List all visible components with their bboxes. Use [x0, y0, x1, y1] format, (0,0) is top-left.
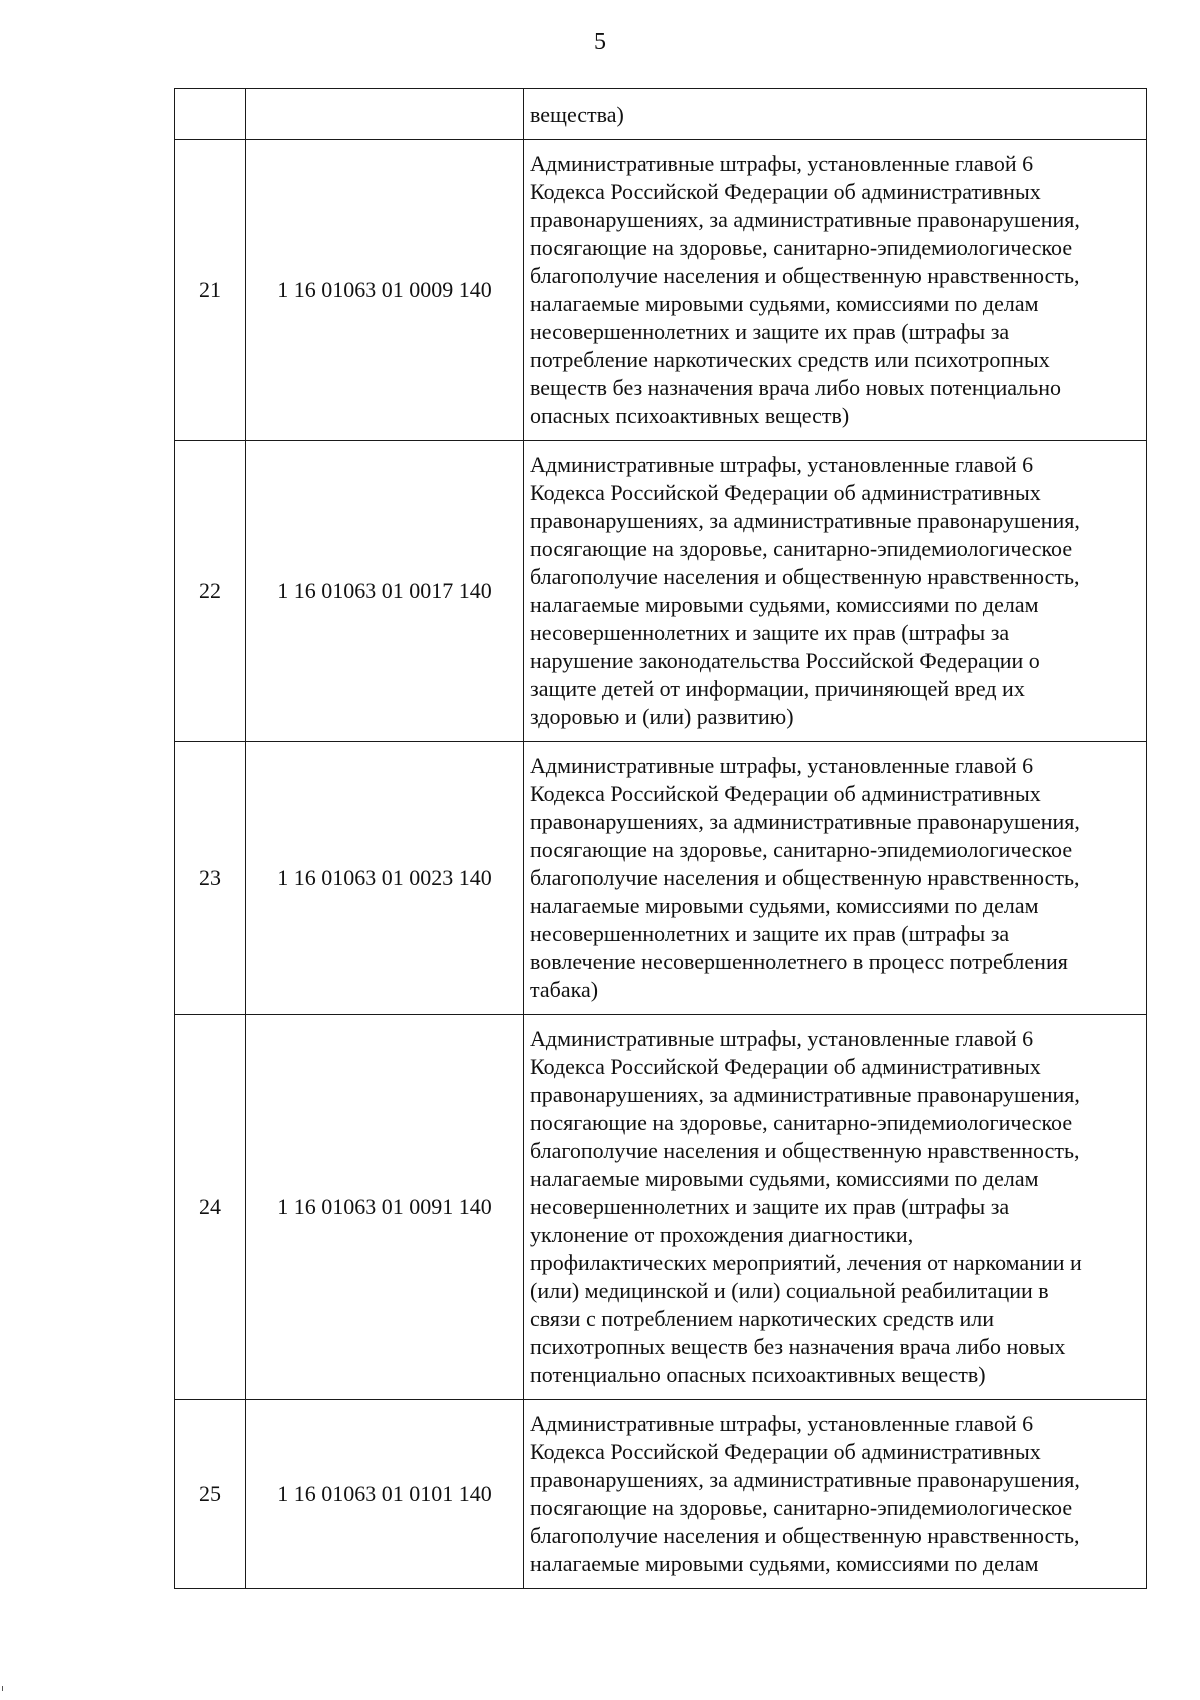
- row-number: 23: [175, 742, 246, 1015]
- description-line: опасных психоактивных веществ): [530, 403, 850, 428]
- scan-artifact: [2, 1686, 3, 1691]
- row-code: 1 16 01063 01 0023 140: [246, 742, 524, 1015]
- description-line: налагаемые мировыми судьями, комиссиями по делам: [530, 291, 1039, 316]
- table-row: [175, 742, 1147, 1015]
- description-line: психотропных веществ без назначения врача либо новых: [530, 1334, 1066, 1359]
- description-line: Административные штрафы, установленные главой 6: [530, 452, 1034, 477]
- row-description: [524, 742, 1147, 1015]
- description-line: вещества): [530, 102, 624, 127]
- description-line: правонарушениях, за административные правонарушения,: [530, 1467, 1080, 1492]
- description-line: Административные штрафы, установленные главой 6: [530, 1026, 1034, 1051]
- description-line: (или) медицинской и (или) социальной реабилитации в: [530, 1278, 1049, 1303]
- description-line: связи с потреблением наркотических средств или: [530, 1306, 994, 1331]
- row-description: [524, 89, 1147, 140]
- description-line: посягающие на здоровье, санитарно-эпидемиологическое: [530, 536, 1073, 561]
- description-line: несовершеннолетних и защите их прав (штрафы за: [530, 620, 1010, 645]
- description-line: посягающие на здоровье, санитарно-эпидемиологическое: [530, 1495, 1073, 1520]
- description-line: благополучие населения и общественную нравственность,: [530, 1523, 1080, 1548]
- description-line: вовлечение несовершеннолетнего в процесс потребления: [530, 949, 1068, 974]
- description-line: Кодекса Российской Федерации об административных: [530, 480, 1041, 505]
- description-line: правонарушениях, за административные правонарушения,: [530, 809, 1080, 834]
- row-description: [524, 140, 1147, 441]
- description-line: несовершеннолетних и защите их прав (штрафы за: [530, 921, 1010, 946]
- row-number: 22: [175, 441, 246, 742]
- description-line: посягающие на здоровье, санитарно-эпидемиологическое: [530, 235, 1073, 260]
- table-row: [175, 441, 1147, 742]
- description-line: Кодекса Российской Федерации об административных: [530, 1054, 1041, 1079]
- row-description: [524, 1400, 1147, 1589]
- table-row: [175, 1015, 1147, 1400]
- description-line: профилактических мероприятий, лечения от наркомании и: [530, 1250, 1082, 1275]
- description-line: правонарушениях, за административные правонарушения,: [530, 508, 1080, 533]
- description-line: потребление наркотических средств или психотропных: [530, 347, 1050, 372]
- row-code: 1 16 01063 01 0009 140: [246, 140, 524, 441]
- description-line: Кодекса Российской Федерации об административных: [530, 781, 1041, 806]
- description-line: благополучие населения и общественную нравственность,: [530, 1138, 1080, 1163]
- row-code: 1 16 01063 01 0091 140: [246, 1015, 524, 1400]
- row-number: 21: [175, 140, 246, 441]
- description-line: нарушение законодательства Российской Федерации о: [530, 648, 1040, 673]
- description-line: Административные штрафы, установленные главой 6: [530, 151, 1034, 176]
- description-line: потенциально опасных психоактивных веществ): [530, 1362, 986, 1387]
- row-number: [175, 89, 246, 140]
- description-line: налагаемые мировыми судьями, комиссиями по делам: [530, 1166, 1039, 1191]
- row-number: 25: [175, 1400, 246, 1589]
- fines-table: [174, 88, 1147, 1589]
- row-description: [524, 1015, 1147, 1400]
- description-line: Административные штрафы, установленные главой 6: [530, 1411, 1034, 1436]
- description-line: табака): [530, 977, 599, 1002]
- description-line: Административные штрафы, установленные главой 6: [530, 753, 1034, 778]
- description-line: налагаемые мировыми судьями, комиссиями по делам: [530, 893, 1039, 918]
- description-line: уклонение от прохождения диагностики,: [530, 1222, 914, 1247]
- description-line: посягающие на здоровье, санитарно-эпидемиологическое: [530, 837, 1073, 862]
- description-line: Кодекса Российской Федерации об административных: [530, 1439, 1041, 1464]
- description-line: благополучие населения и общественную нравственность,: [530, 564, 1080, 589]
- description-line: Кодекса Российской Федерации об административных: [530, 179, 1041, 204]
- row-code: 1 16 01063 01 0017 140: [246, 441, 524, 742]
- table-row: [175, 89, 1147, 140]
- description-line: здоровью и (или) развитию): [530, 704, 794, 729]
- description-line: правонарушениях, за административные правонарушения,: [530, 1082, 1080, 1107]
- description-line: налагаемые мировыми судьями, комиссиями по делам: [530, 592, 1039, 617]
- row-description: [524, 441, 1147, 742]
- description-line: веществ без назначения врача либо новых потенциально: [530, 375, 1061, 400]
- description-line: благополучие населения и общественную нравственность,: [530, 865, 1080, 890]
- description-line: несовершеннолетних и защите их прав (штрафы за: [530, 319, 1010, 344]
- row-number: 24: [175, 1015, 246, 1400]
- description-line: несовершеннолетних и защите их прав (штрафы за: [530, 1194, 1010, 1219]
- row-code: [246, 89, 524, 140]
- row-code: 1 16 01063 01 0101 140: [246, 1400, 524, 1589]
- page-number: 5: [594, 29, 606, 55]
- table-row: [175, 140, 1147, 441]
- description-line: благополучие населения и общественную нравственность,: [530, 263, 1080, 288]
- description-line: правонарушениях, за административные правонарушения,: [530, 207, 1080, 232]
- description-line: посягающие на здоровье, санитарно-эпидемиологическое: [530, 1110, 1073, 1135]
- description-line: налагаемые мировыми судьями, комиссиями по делам: [530, 1551, 1039, 1576]
- table-row: [175, 1400, 1147, 1589]
- description-line: защите детей от информации, причиняющей вред их: [530, 676, 1025, 701]
